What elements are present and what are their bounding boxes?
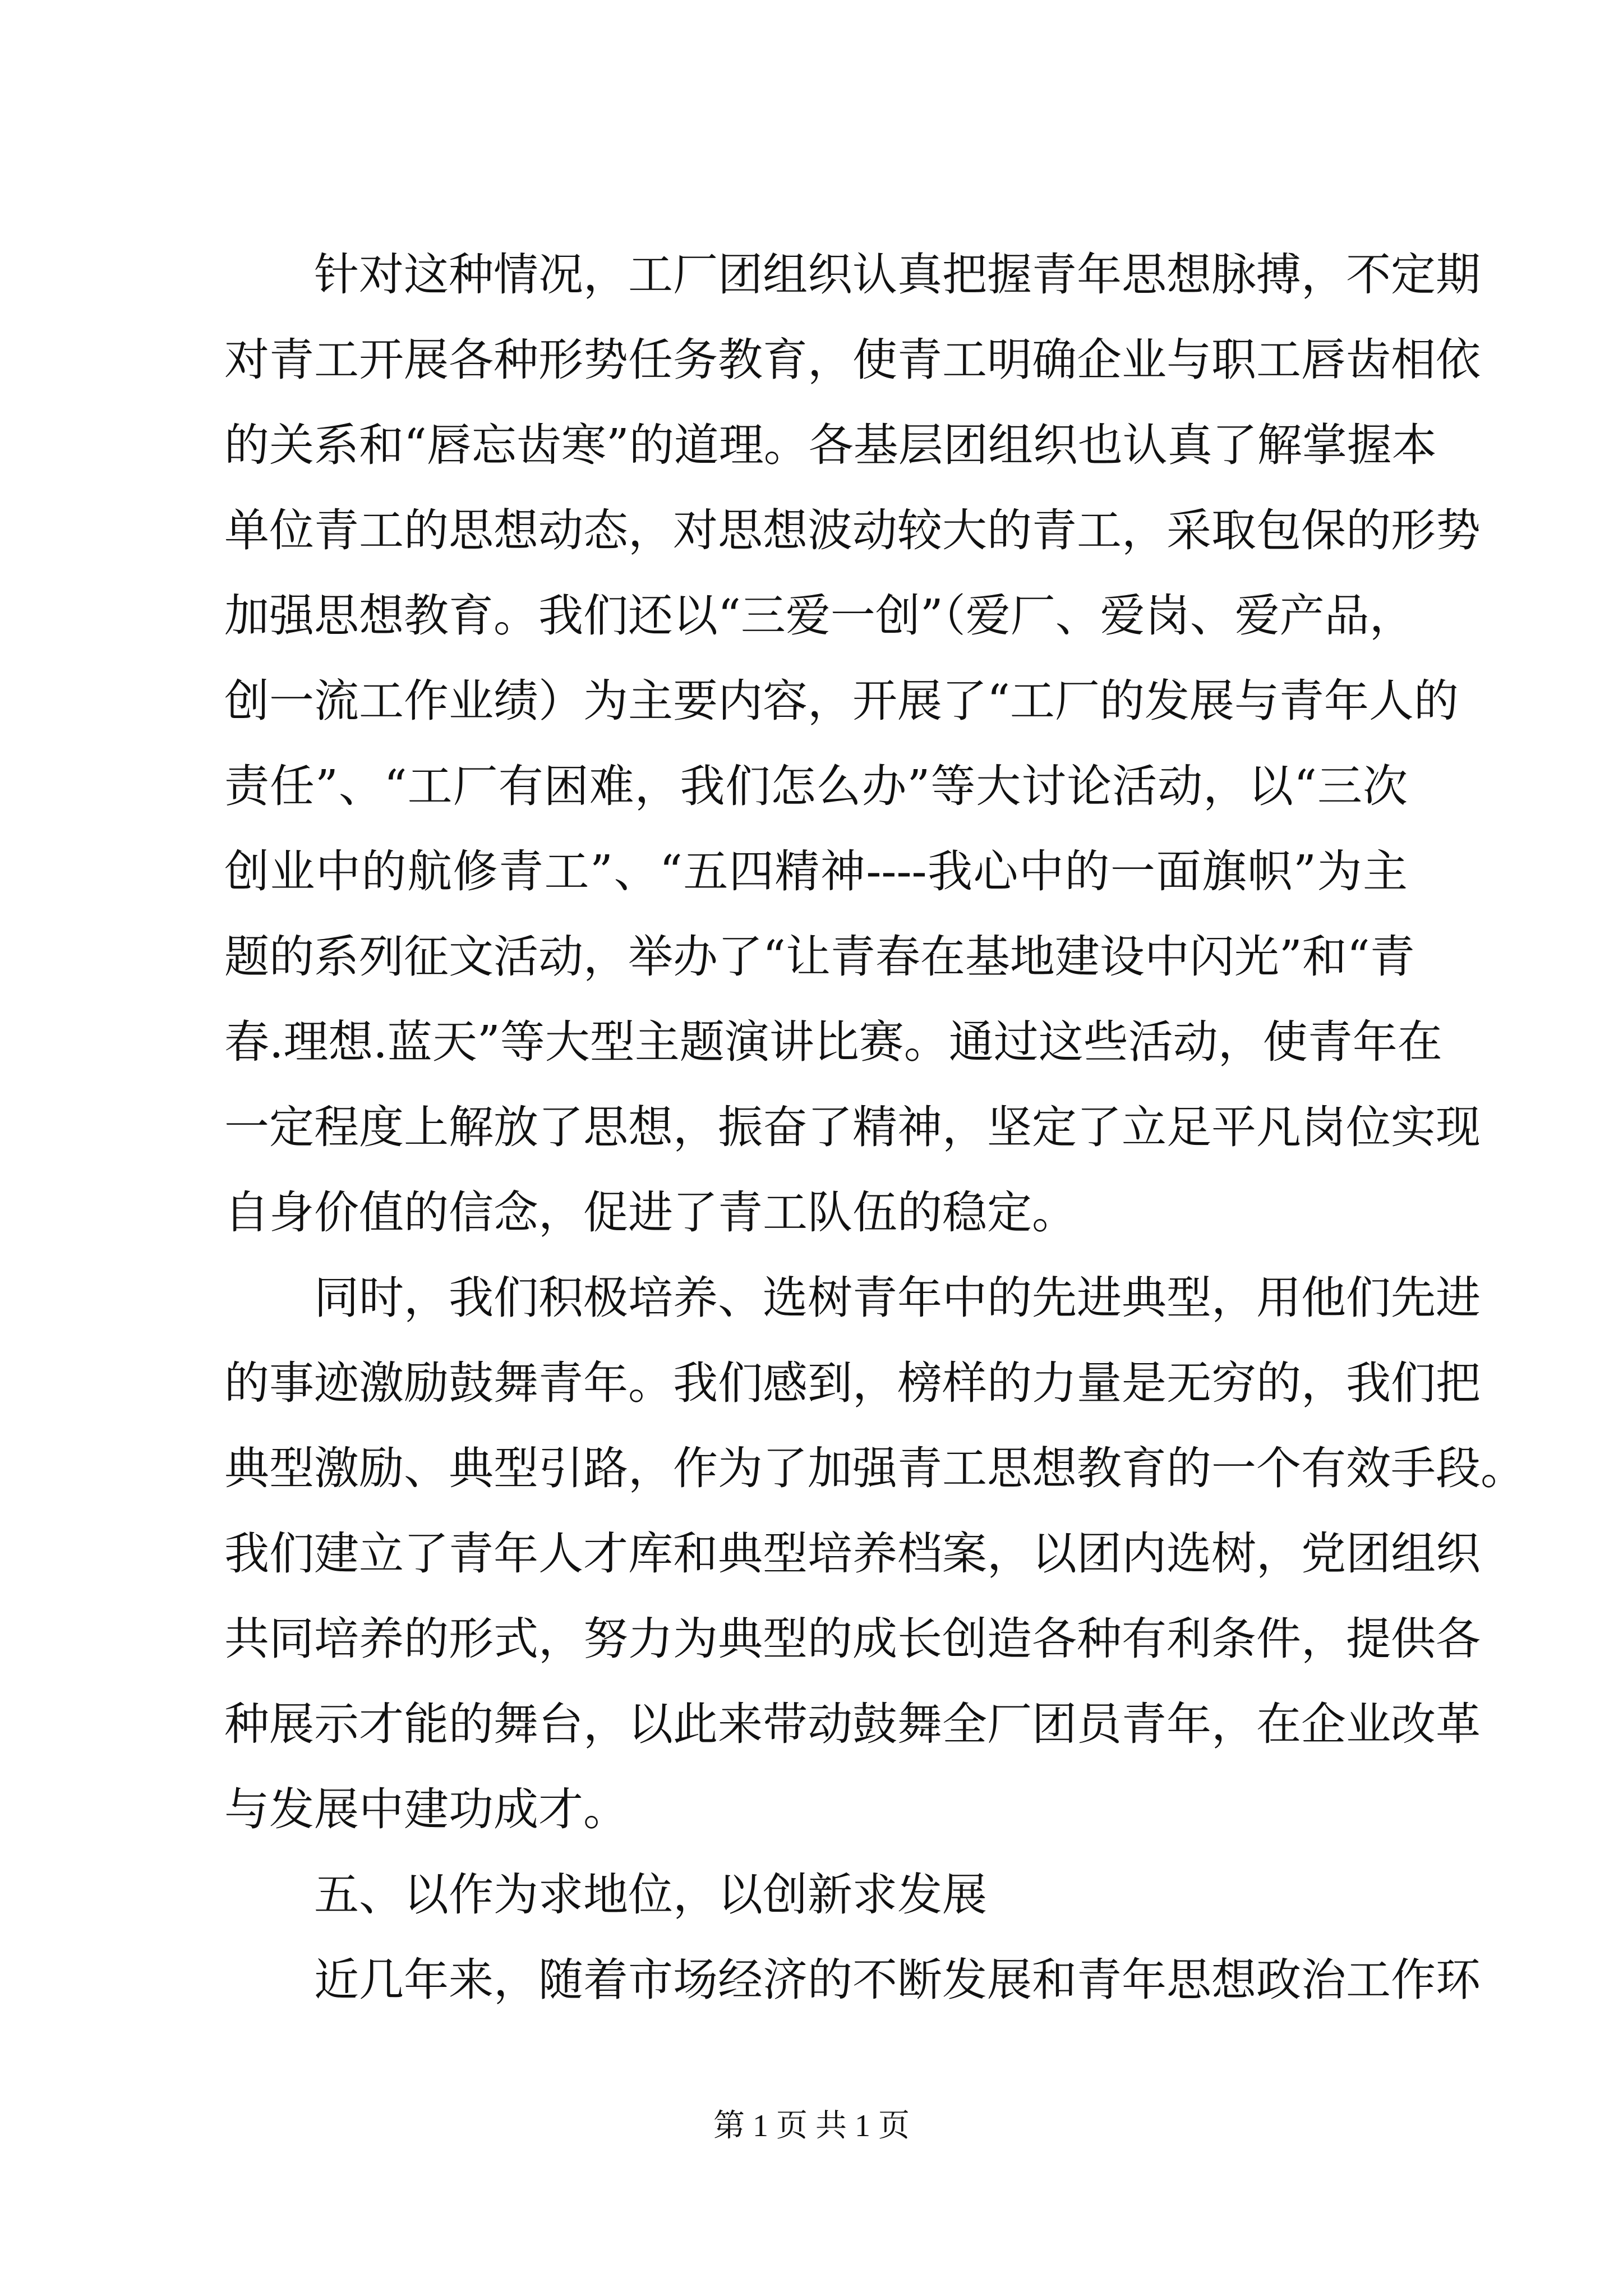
paragraph-1-line-3: 的关系和“唇忘齿寒”的道理。各基层团组织也认真了解掌握本 (224, 419, 1437, 471)
paragraph-2-line-5: 共同培养的形式，努力为典型的成长创造各种有利条件，提供各 (224, 1613, 1481, 1665)
paragraph-2-line-2: 的事迹激励鼓舞青年。我们感到，榜样的力量是无穷的，我们把 (224, 1357, 1481, 1409)
paragraph-1-line-6: 创一流工作业绩）为主要内容，开展了“工厂的发展与青年人的 (224, 675, 1459, 727)
paragraph-1-line-8: 创业中的航修青工”、“五四精神----我心中的一面旗帜”为主 (224, 845, 1408, 898)
paragraph-2-line-1: 同时，我们积极培养、选树青年中的先进典型，用他们先进 (314, 1272, 1481, 1324)
page-number: 第 1 页 共 1 页 (713, 2109, 910, 2143)
paragraph-1-line-1: 针对这种情况，工厂团组织认真把握青年思想脉搏，不定期 (314, 249, 1481, 301)
paragraph-2-line-4: 我们建立了青年人才库和典型培养档案，以团内选树，党团组织 (224, 1527, 1481, 1580)
paragraph-1-line-10: 春.理想.蓝天”等大型主题演讲比赛。通过这些活动，使青年在 (224, 1016, 1442, 1068)
paragraph-2-line-7: 与发展中建功成才。 (224, 1783, 628, 1835)
paragraph-2-line-6: 种展示才能的舞台，以此来带动鼓舞全厂团员青年，在企业改革 (224, 1698, 1481, 1750)
paragraph-1-line-9: 题的系列征文活动，举办了“让青春在基地建设中闪光”和“青 (224, 931, 1415, 983)
paragraph-1-line-4: 单位青工的思想动态，对思想波动较大的青工，采取包保的形势 (224, 504, 1481, 556)
paragraph-1-line-7: 责任”、“工厂有困难，我们怎么办”等大讨论活动，以“三次 (224, 760, 1408, 812)
paragraph-2-line-3: 典型激励、典型引路，作为了加强青工思想教育的一个有效手段。 (224, 1442, 1525, 1494)
paragraph-3-line-1: 近几年来，随着市场经济的不断发展和青年思想政治工作环 (314, 1954, 1481, 2006)
section-heading: 五、以作为求地位，以创新求发展 (314, 1869, 987, 1921)
paragraph-1-line-11: 一定程度上解放了思想，振奋了精神，坚定了立足平凡岗位实现 (224, 1101, 1481, 1153)
paragraph-1-line-12: 自身价值的信念，促进了青工队伍的稳定。 (224, 1186, 1077, 1239)
paragraph-1-line-2: 对青工开展各种形势任务教育，使青工明确企业与职工唇齿相依 (224, 334, 1481, 386)
paragraph-1-line-5: 加强思想教育。我们还以“三爱一创”（爱厂、爱岗、爱产品， (224, 590, 1414, 642)
